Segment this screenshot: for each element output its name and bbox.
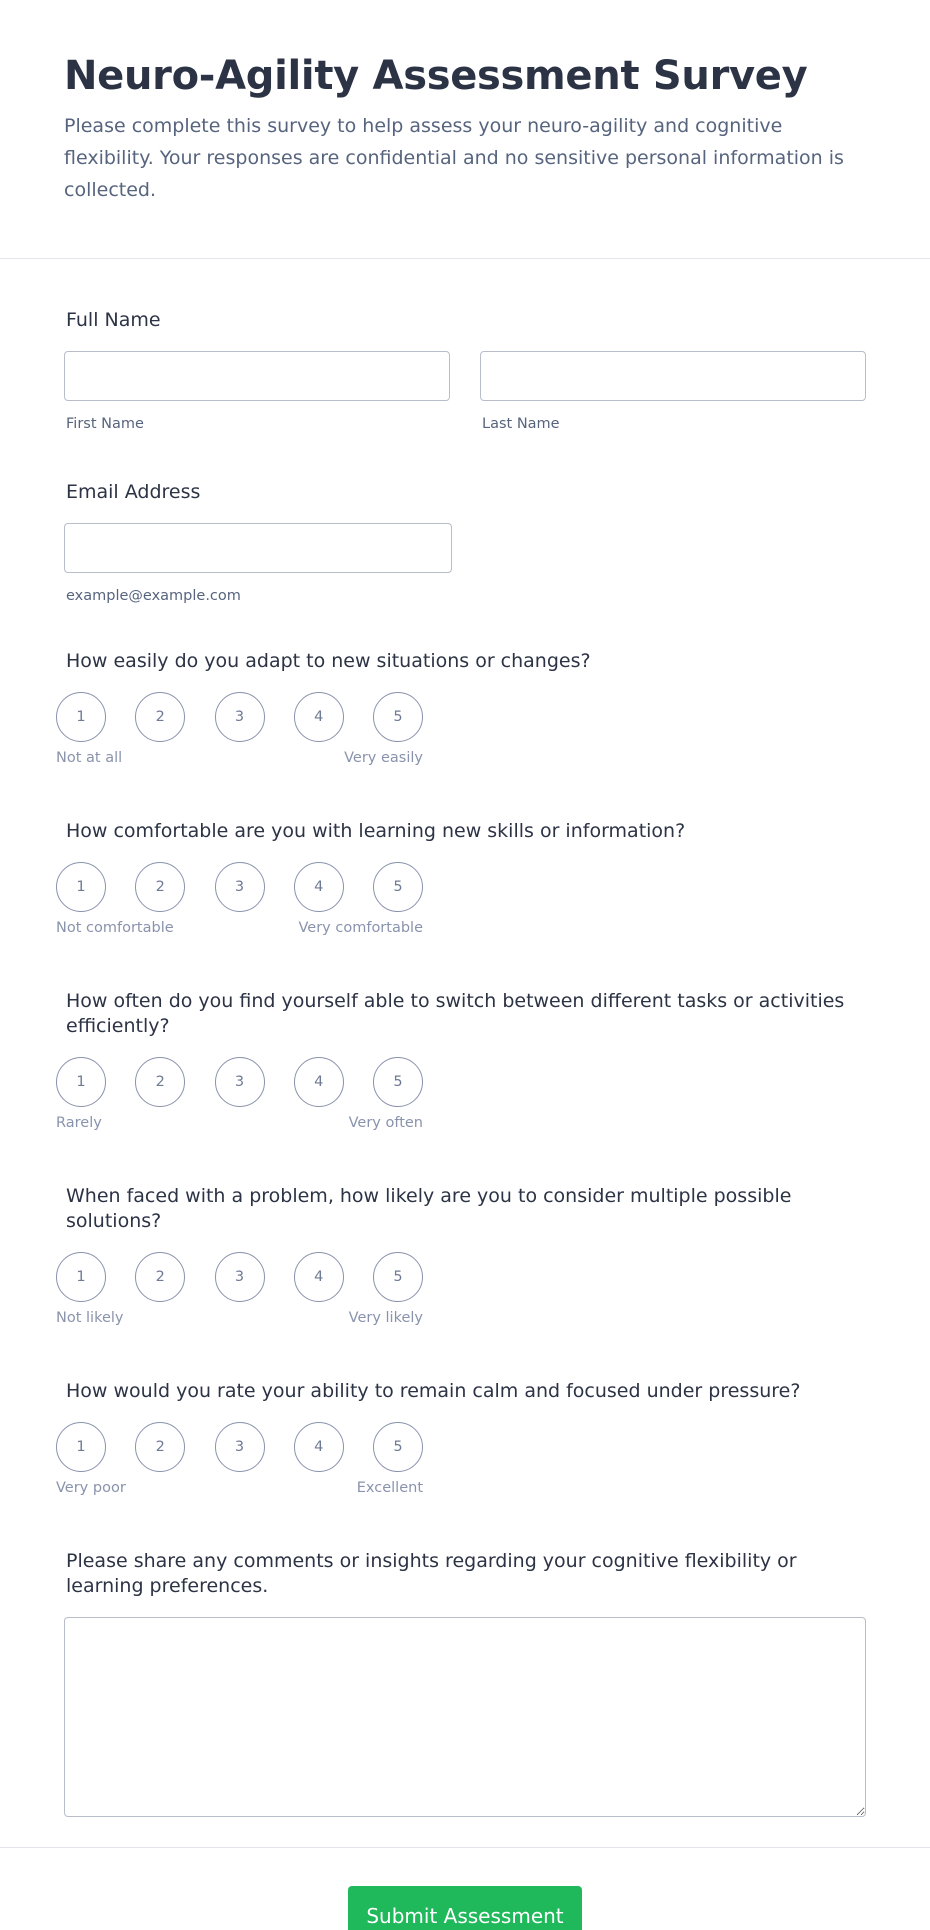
rating-option-1[interactable]: 1 bbox=[56, 1422, 106, 1472]
rating-option-2[interactable]: 2 bbox=[135, 862, 185, 912]
rating-options bbox=[56, 1057, 423, 1107]
rating-scale bbox=[56, 1252, 423, 1327]
last-name-input[interactable] bbox=[480, 351, 866, 401]
first-name-sublabel: First Name bbox=[66, 416, 144, 432]
first-name-input[interactable] bbox=[64, 351, 450, 401]
rating-option-3[interactable]: 3 bbox=[215, 1057, 265, 1107]
rating-option-4[interactable]: 4 bbox=[294, 692, 344, 742]
rating-option-2[interactable]: 2 bbox=[135, 1252, 185, 1302]
rating-option-1[interactable]: 1 bbox=[56, 1057, 106, 1107]
rating-option-1[interactable]: 1 bbox=[56, 692, 106, 742]
scale-labels bbox=[56, 1309, 423, 1327]
scale-question bbox=[56, 649, 866, 767]
rating-option-2[interactable]: 2 bbox=[135, 692, 185, 742]
last-name-group bbox=[480, 351, 866, 433]
email-input[interactable] bbox=[64, 523, 452, 573]
scale-labels bbox=[56, 749, 423, 767]
scale-high-label: Very often bbox=[348, 1115, 423, 1131]
page-subtitle: Please complete this survey to help assess your neuro-agility and cognitive flexibility. Your responses are confidential and no sensitive personal information is collected. bbox=[64, 115, 844, 201]
rating-option-5[interactable]: 5 bbox=[373, 1057, 423, 1107]
rating-option-4[interactable]: 4 bbox=[294, 1422, 344, 1472]
scale-questions bbox=[56, 649, 866, 1497]
question-text: How would you rate your ability to remain calm and focused under pressure? bbox=[66, 1380, 801, 1402]
email-sublabel: example@example.com bbox=[66, 588, 241, 604]
form-header bbox=[0, 0, 930, 259]
rating-options bbox=[56, 1252, 423, 1302]
email-field bbox=[64, 479, 866, 605]
rating-scale bbox=[56, 1057, 423, 1132]
rating-option-3[interactable]: 3 bbox=[215, 862, 265, 912]
rating-scale bbox=[56, 692, 423, 767]
comments-label: Please share any comments or insights regarding your cognitive flexibility or learning preferences. bbox=[66, 1550, 797, 1597]
rating-option-4[interactable]: 4 bbox=[294, 862, 344, 912]
rating-option-5[interactable]: 5 bbox=[373, 1252, 423, 1302]
rating-scale bbox=[56, 1422, 423, 1497]
rating-options bbox=[56, 1422, 423, 1472]
email-label: Email Address bbox=[66, 481, 201, 503]
rating-option-5[interactable]: 5 bbox=[373, 1422, 423, 1472]
rating-option-3[interactable]: 3 bbox=[215, 692, 265, 742]
scale-question bbox=[56, 1379, 866, 1497]
survey-form bbox=[0, 259, 930, 1817]
scale-low-label: Not likely bbox=[56, 1310, 124, 1326]
rating-option-2[interactable]: 2 bbox=[135, 1422, 185, 1472]
scale-low-label: Not at all bbox=[56, 750, 123, 766]
scale-high-label: Excellent bbox=[356, 1480, 423, 1496]
scale-high-label: Very comfortable bbox=[298, 920, 423, 936]
rating-option-4[interactable]: 4 bbox=[294, 1057, 344, 1107]
scale-question bbox=[56, 989, 866, 1132]
full-name-field bbox=[64, 307, 866, 433]
scale-labels bbox=[56, 1479, 423, 1497]
comments-field bbox=[64, 1549, 866, 1817]
rating-options bbox=[56, 862, 423, 912]
rating-option-1[interactable]: 1 bbox=[56, 1252, 106, 1302]
scale-labels bbox=[56, 1114, 423, 1132]
page-title: Neuro-Agility Assessment Survey bbox=[64, 53, 808, 99]
scale-low-label: Not comfortable bbox=[56, 920, 174, 936]
scale-low-label: Very poor bbox=[56, 1480, 126, 1496]
full-name-label: Full Name bbox=[66, 309, 161, 331]
email-wrap bbox=[64, 523, 452, 605]
name-row bbox=[64, 351, 866, 433]
submit-button[interactable]: Submit Assessment bbox=[348, 1886, 581, 1930]
scale-high-label: Very easily bbox=[344, 750, 423, 766]
comments-textarea[interactable] bbox=[64, 1617, 866, 1817]
scale-labels bbox=[56, 919, 423, 937]
scale-high-label: Very likely bbox=[348, 1310, 423, 1326]
last-name-sublabel: Last Name bbox=[482, 416, 560, 432]
question-text: How comfortable are you with learning new skills or information? bbox=[66, 820, 686, 842]
rating-option-5[interactable]: 5 bbox=[373, 692, 423, 742]
scale-low-label: Rarely bbox=[56, 1115, 102, 1131]
first-name-group bbox=[64, 351, 450, 433]
rating-option-3[interactable]: 3 bbox=[215, 1422, 265, 1472]
question-text: How easily do you adapt to new situations or changes? bbox=[66, 650, 591, 672]
rating-scale bbox=[56, 862, 423, 937]
rating-option-3[interactable]: 3 bbox=[215, 1252, 265, 1302]
scale-question bbox=[56, 1184, 866, 1327]
form-footer bbox=[0, 1847, 930, 1930]
rating-option-5[interactable]: 5 bbox=[373, 862, 423, 912]
rating-options bbox=[56, 692, 423, 742]
rating-option-2[interactable]: 2 bbox=[135, 1057, 185, 1107]
rating-option-1[interactable]: 1 bbox=[56, 862, 106, 912]
question-text: How often do you find yourself able to switch between different tasks or activities efficiently? bbox=[66, 990, 845, 1037]
scale-question bbox=[56, 819, 866, 937]
rating-option-4[interactable]: 4 bbox=[294, 1252, 344, 1302]
question-text: When faced with a problem, how likely are you to consider multiple possible solutions? bbox=[66, 1185, 792, 1232]
